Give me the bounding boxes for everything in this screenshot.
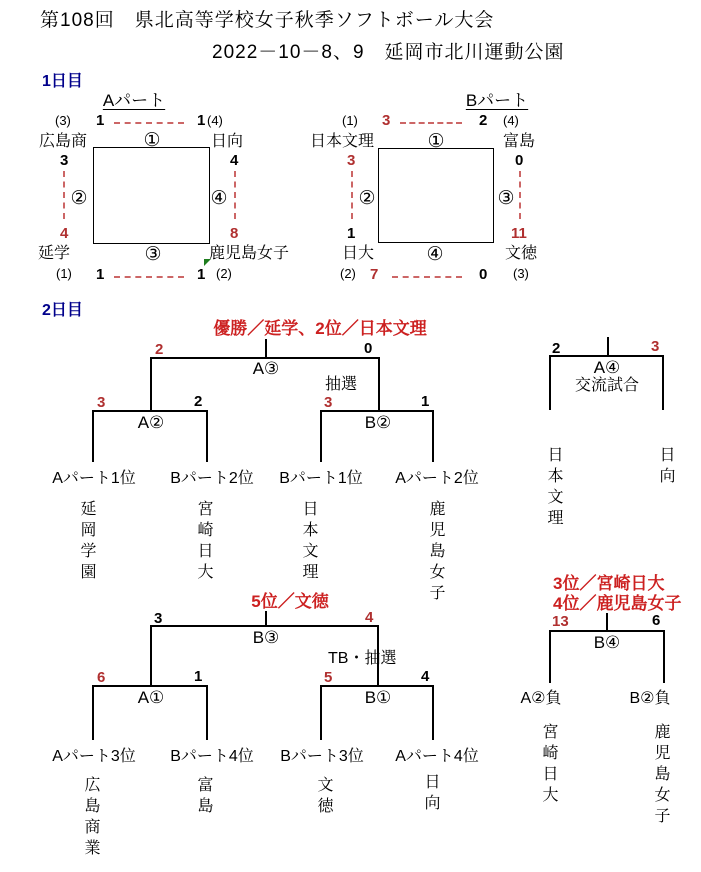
- tournament-title: 第108回 県北高等学校女子秋季ソフトボール大会: [40, 10, 495, 31]
- final-right-score: 0: [364, 340, 373, 357]
- pool-b-score-right-bottom: 11: [511, 225, 527, 242]
- consolation-tiebreak-note: TB・抽選: [328, 650, 397, 667]
- pool-b-match2-number: ②: [358, 188, 376, 209]
- semi-b2-bar: [320, 410, 433, 412]
- consolation-final-left-score: 3: [154, 610, 163, 627]
- pool-a-dash-bottom: [114, 276, 184, 278]
- third-place-right-leg: [663, 630, 665, 683]
- semi-a1-right-score: 1: [194, 668, 203, 685]
- pool-b-match4-number: ④: [426, 244, 444, 265]
- third-place-result-line1: 3位／宮崎日大: [553, 574, 665, 593]
- pool-b-dash-right: [519, 171, 521, 219]
- pool-b-dash-bottom: [392, 276, 462, 278]
- pool-a-match3-number: ③: [144, 244, 162, 265]
- third-place-left-leg: [549, 630, 551, 683]
- semi-b2-right-leg: [432, 410, 434, 462]
- pool-b-score-left-bottom: 1: [347, 225, 356, 242]
- slot-a-part-4th: Aパート4位: [395, 748, 479, 765]
- pool-a-team-topleft: 広島商: [39, 133, 88, 150]
- semi-b1-bar: [320, 685, 433, 687]
- semi-a2-label: A②: [137, 413, 165, 432]
- team-nobeoka-gakuen: 延岡学園: [78, 500, 95, 584]
- pool-b-score-right-top: 0: [515, 152, 524, 169]
- consolation-result: 5位／文徳: [251, 592, 329, 611]
- team-hyuga-exchange: 日向: [657, 446, 674, 488]
- semi-a1-left-score: 6: [97, 669, 106, 686]
- semi-b2-label: B②: [364, 413, 392, 432]
- slot-a-part-3rd: Aパート3位: [52, 748, 136, 765]
- semi-a2-right-leg: [206, 410, 208, 462]
- exchange-subtitle: 交流試合: [574, 377, 640, 394]
- semi-b1-label: B①: [364, 688, 392, 707]
- consolation-final-label: B③: [252, 628, 280, 647]
- exchange-match-label: A④: [593, 358, 621, 377]
- consolation-final-bar: [150, 625, 378, 627]
- pool-a-seed-bottomleft: (1): [56, 266, 72, 281]
- semi-b2-left-score: 3: [324, 394, 333, 411]
- day2-label: 2日目: [42, 302, 83, 319]
- pool-b-score-top-right: 2: [479, 112, 488, 129]
- team-hyuga-consolation: 日向: [422, 773, 439, 815]
- slot-b-part-1st: Bパート1位: [279, 470, 363, 487]
- team-hiroshima-shogyo: 広島商業: [82, 776, 99, 860]
- pool-b-match3-number: ③: [497, 188, 515, 209]
- pool-b-seed-topleft: (1): [342, 113, 358, 128]
- pool-a-score-right-top: 4: [230, 152, 239, 169]
- third-place-result-line2: 4位／鹿児島女子: [553, 594, 682, 613]
- final-match-label: A③: [252, 359, 280, 378]
- semi-b2-left-leg: [320, 410, 322, 462]
- semi-b1-left-leg: [320, 685, 322, 740]
- pool-b-score-left-top: 3: [347, 152, 356, 169]
- semi-b1-left-score: 5: [324, 669, 333, 686]
- comment-marker-icon: [204, 259, 211, 266]
- pool-b-square: [378, 148, 494, 243]
- pool-b-score-top-left: 3: [382, 112, 391, 129]
- pool-a-dash-right: [234, 171, 236, 219]
- pool-a-seed-bottomright: (2): [216, 266, 232, 281]
- consolation-top-stub: [265, 611, 267, 625]
- pool-a-score-top-right: 1: [197, 112, 206, 129]
- team-miyazaki-nichidai-3rd: 宮崎日大: [540, 723, 557, 807]
- pool-b-seed-topright: (4): [503, 113, 519, 128]
- pool-b-team-topleft: 日本文理: [310, 133, 375, 150]
- final-top-stub: [265, 339, 267, 357]
- team-kagoshima-joshi-3rd: 鹿児島女子: [652, 723, 669, 828]
- exchange-top-stub: [607, 337, 609, 355]
- pool-a-score-left-top: 3: [60, 152, 69, 169]
- pool-a-score-right-bottom: 8: [230, 225, 239, 242]
- semi-a1-right-leg: [206, 685, 208, 740]
- semi-a2-left-score: 3: [97, 394, 106, 411]
- pool-a-match1-number: ①: [143, 130, 161, 151]
- final-lottery-note: 抽選: [325, 376, 358, 393]
- semi-b2-right-score: 1: [421, 393, 430, 410]
- semi-a2-right-score: 2: [194, 393, 203, 410]
- exchange-right-score: 3: [651, 338, 660, 355]
- slot-a-part-1st: Aパート1位: [52, 470, 136, 487]
- team-kagoshima-joshi: 鹿児島女子: [427, 500, 444, 605]
- pool-a-score-left-bottom: 4: [60, 225, 69, 242]
- pool-a-score-top-left: 1: [96, 112, 105, 129]
- pool-b-match1-number: ①: [427, 131, 445, 152]
- slot-a-part-2nd: Aパート2位: [395, 470, 479, 487]
- pool-a-title: Aパート: [102, 91, 166, 110]
- championship-result: 優勝／延学、2位／日本文理: [213, 319, 427, 338]
- pool-a-match4-number: ④: [210, 188, 228, 209]
- exchange-left-score: 2: [552, 340, 561, 357]
- slot-a2-loser: A②負: [520, 690, 562, 707]
- pool-b-team-bottomright: 文徳: [505, 245, 538, 262]
- slot-b-part-2nd: Bパート2位: [170, 470, 254, 487]
- team-buntoku: 文徳: [315, 776, 332, 818]
- pool-b-score-bottom-left: 7: [370, 266, 379, 283]
- pool-b-team-bottomleft: 日大: [342, 245, 375, 262]
- slot-b2-loser: B②負: [629, 690, 671, 707]
- final-right-leg: [378, 357, 380, 410]
- third-place-left-score: 13: [552, 613, 569, 630]
- team-nihon-bunri: 日本文理: [300, 500, 317, 584]
- pool-a-dash-top: [114, 122, 184, 124]
- pool-a-seed-topleft: (3): [55, 113, 71, 128]
- pool-a-seed-topright: (4): [207, 113, 223, 128]
- slot-b-part-3rd: Bパート3位: [280, 748, 364, 765]
- semi-b1-right-leg: [432, 685, 434, 740]
- slot-b-part-4th: Bパート4位: [170, 748, 254, 765]
- third-place-bar: [549, 630, 664, 632]
- pool-b-dash-left: [351, 171, 353, 219]
- pool-a-match2-number: ②: [70, 188, 88, 209]
- pool-b-team-topright: 富島: [503, 133, 536, 150]
- pool-b-seed-bottomright: (3): [513, 266, 529, 281]
- team-tomishima: 富島: [195, 776, 212, 818]
- pool-b-dash-top: [400, 122, 462, 124]
- third-place-match-label: B④: [593, 633, 621, 652]
- tournament-date-venue: 2022－10－8、9 延岡市北川運動公園: [212, 42, 565, 63]
- exchange-bar: [549, 355, 663, 357]
- pool-b-title: Bパート: [465, 91, 529, 110]
- consolation-final-right-score: 4: [365, 609, 374, 626]
- exchange-left-leg: [549, 355, 551, 410]
- exchange-right-leg: [662, 355, 664, 410]
- pool-a-score-bottom-left: 1: [96, 266, 105, 283]
- pool-a-dash-left: [63, 171, 65, 219]
- semi-a1-label: A①: [137, 688, 165, 707]
- team-miyazaki-nichidai: 宮崎日大: [195, 500, 212, 584]
- consolation-final-left-leg: [150, 625, 152, 685]
- pool-b-seed-bottomleft: (2): [340, 266, 356, 281]
- semi-a2-bar: [92, 410, 207, 412]
- pool-b-score-bottom-right: 0: [479, 266, 488, 283]
- pool-a-square: [93, 147, 210, 244]
- pool-a-score-bottom-right: 1: [197, 266, 206, 283]
- pool-a-team-bottomright: 鹿児島女子: [209, 245, 290, 262]
- third-place-top-stub: [606, 613, 608, 630]
- final-left-score: 2: [155, 341, 164, 358]
- pool-a-team-bottomleft: 延学: [38, 245, 71, 262]
- third-place-right-score: 6: [652, 612, 661, 629]
- semi-b1-right-score: 4: [421, 668, 430, 685]
- semi-a2-left-leg: [92, 410, 94, 462]
- team-nihon-bunri-exchange: 日本文理: [545, 446, 562, 530]
- semi-a1-left-leg: [92, 685, 94, 740]
- day1-label: 1日目: [42, 73, 83, 90]
- final-left-leg: [150, 357, 152, 410]
- semi-a1-bar: [92, 685, 207, 687]
- pool-a-team-topright: 日向: [211, 133, 244, 150]
